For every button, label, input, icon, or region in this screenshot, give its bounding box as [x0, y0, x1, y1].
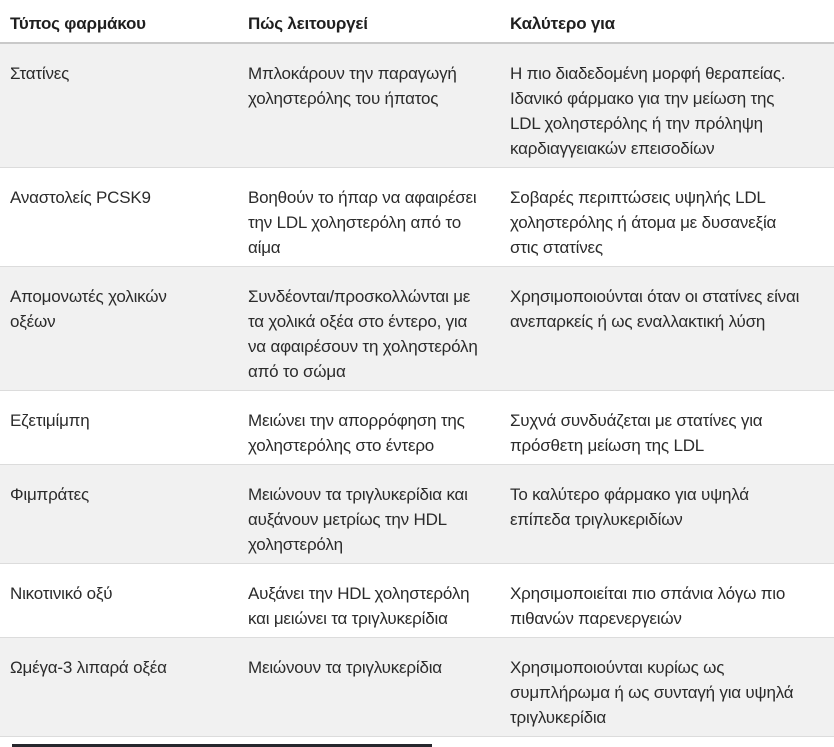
cell-best-for: Χρησιμοποιείται πιο σπάνια λόγω πιο πιθανών παρενεργειών	[510, 584, 786, 628]
cell-how-it-works: Αυξάνει την HDL χοληστερόλη και μειώνει τα τριγλυκερίδια	[248, 584, 470, 628]
cell-drug-type: Αναστολείς PCSK9	[10, 188, 151, 207]
column-header-how-it-works: Πώς λειτουργεί	[238, 0, 500, 43]
column-header-drug-type: Τύπος φαρμάκου	[0, 0, 238, 43]
cell-best-for: Συχνά συνδυάζεται με στατίνες για πρόσθετη μείωση της LDL	[510, 411, 763, 455]
table-row-nicotinic-acid	[0, 564, 834, 638]
column-header-best-for: Καλύτερο για	[500, 0, 834, 43]
header-row	[0, 0, 834, 43]
table-row-bile-acid-sequestrants	[0, 267, 834, 391]
cell-how-it-works: Μπλοκάρουν την παραγωγή χοληστερόλης του ήπατος	[248, 64, 457, 108]
table-header	[0, 0, 834, 43]
cell-how-it-works: Μειώνει την απορρόφηση της χοληστερόλης στο έντερο	[248, 411, 465, 455]
cell-drug-type: Στατίνες	[10, 64, 70, 83]
cell-drug-type: Απομονωτές χολικών οξέων	[10, 287, 167, 331]
cell-how-it-works: Μειώνουν τα τριγλυκερίδια και αυξάνουν μετρίως την HDL χοληστερόλη	[248, 485, 468, 554]
cell-drug-type: Εζετιμίμπη	[10, 411, 90, 430]
cell-drug-type: Νικοτινικό οξύ	[10, 584, 113, 603]
cell-best-for: Σοβαρές περιπτώσεις υψηλής LDL χοληστερόλης ή άτομα με δυσανεξία στις στατίνες	[510, 188, 777, 257]
table-row-statins	[0, 43, 834, 168]
table-row-pcsk9-inhibitors	[0, 168, 834, 267]
cell-best-for: Χρησιμοποιούνται όταν οι στατίνες είναι ανεπαρκείς ή ως εναλλακτική λύση	[510, 287, 800, 331]
cell-best-for: Η πιο διαδεδομένη μορφή θεραπείας. Ιδανικό φάρμακο για την μείωση της LDL χοληστερόλης ή την πρόληψη καρδιαγγειακών επεισοδίων	[510, 64, 786, 158]
table-body	[0, 43, 834, 737]
table-row-omega3-fatty-acids	[0, 638, 834, 737]
cell-how-it-works: Συνδέονται/προσκολλώνται με τα χολικά οξέα στο έντερο, για να αφαιρέσουν τη χοληστερόλη από το σώμα	[248, 287, 478, 381]
cell-best-for: Το καλύτερο φάρμακο για υψηλά επίπεδα τριγλυκεριδίων	[510, 485, 749, 529]
cell-drug-type: Ωμέγα-3 λιπαρά οξέα	[10, 658, 167, 677]
table-row-ezetimibe	[0, 391, 834, 465]
table-row-fibrates	[0, 465, 834, 564]
cell-how-it-works: Μειώνουν τα τριγλυκερίδια	[248, 658, 442, 677]
cell-how-it-works: Βοηθούν το ήπαρ να αφαιρέσει την LDL χοληστερόλη από το αίμα	[248, 188, 477, 257]
cell-best-for: Χρησιμοποιούνται κυρίως ως συμπλήρωμα ή ως συνταγή για υψηλά τριγλυκερίδια	[510, 658, 794, 727]
cell-drug-type: Φιμπράτες	[10, 485, 90, 504]
